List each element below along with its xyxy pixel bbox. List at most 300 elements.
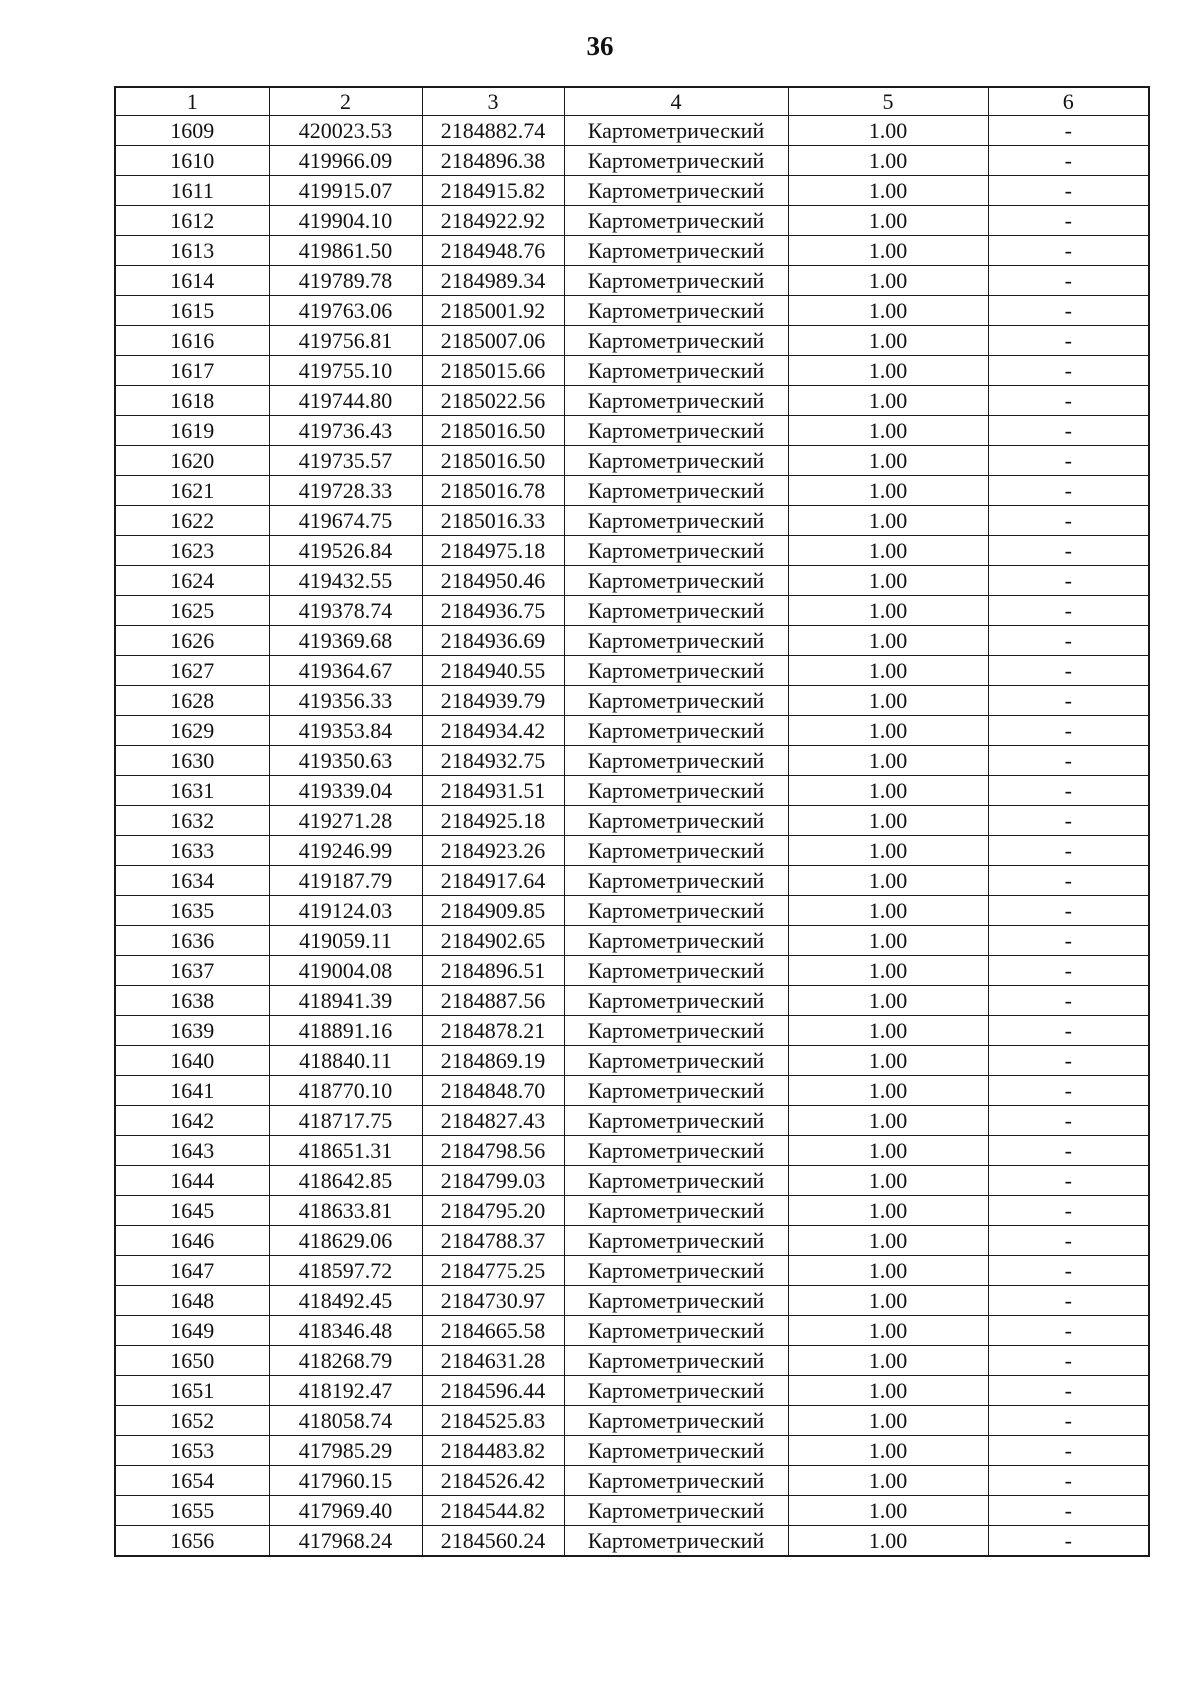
y-coordinate-cell: 2184525.83 — [422, 1406, 564, 1436]
table-row — [115, 506, 1149, 536]
x-coordinate-cell: 418268.79 — [269, 1346, 422, 1376]
method-cell: Картометрический — [564, 1526, 788, 1557]
point-number-cell: 1617 — [115, 356, 269, 386]
point-number-cell: 1641 — [115, 1076, 269, 1106]
method-cell: Картометрический — [564, 1346, 788, 1376]
y-coordinate-cell: 2184975.18 — [422, 536, 564, 566]
accuracy-cell: 1.00 — [788, 116, 988, 146]
y-coordinate-cell: 2184939.79 — [422, 686, 564, 716]
y-coordinate-cell: 2184526.42 — [422, 1466, 564, 1496]
accuracy-cell: 1.00 — [788, 416, 988, 446]
point-number-cell: 1623 — [115, 536, 269, 566]
description-cell: - — [988, 1286, 1149, 1316]
accuracy-cell: 1.00 — [788, 386, 988, 416]
description-cell: - — [988, 536, 1149, 566]
point-number-cell: 1625 — [115, 596, 269, 626]
method-cell: Картометрический — [564, 566, 788, 596]
y-coordinate-cell: 2185016.33 — [422, 506, 564, 536]
point-number-cell: 1645 — [115, 1196, 269, 1226]
x-coordinate-cell: 417985.29 — [269, 1436, 422, 1466]
accuracy-cell: 1.00 — [788, 1406, 988, 1436]
y-coordinate-cell: 2184931.51 — [422, 776, 564, 806]
description-cell: - — [988, 686, 1149, 716]
accuracy-cell: 1.00 — [788, 776, 988, 806]
point-number-cell: 1633 — [115, 836, 269, 866]
accuracy-cell: 1.00 — [788, 1496, 988, 1526]
x-coordinate-cell: 420023.53 — [269, 116, 422, 146]
x-coordinate-cell: 418770.10 — [269, 1076, 422, 1106]
description-cell: - — [988, 1466, 1149, 1496]
x-coordinate-cell: 419763.06 — [269, 296, 422, 326]
description-cell: - — [988, 296, 1149, 326]
description-cell: - — [988, 626, 1149, 656]
point-number-cell: 1613 — [115, 236, 269, 266]
accuracy-cell: 1.00 — [788, 146, 988, 176]
x-coordinate-cell: 418891.16 — [269, 1016, 422, 1046]
description-cell: - — [988, 746, 1149, 776]
y-coordinate-cell: 2185016.50 — [422, 446, 564, 476]
x-coordinate-cell: 418058.74 — [269, 1406, 422, 1436]
x-coordinate-cell: 419674.75 — [269, 506, 422, 536]
method-cell: Картометрический — [564, 716, 788, 746]
point-number-cell: 1648 — [115, 1286, 269, 1316]
table-row — [115, 806, 1149, 836]
header-cell-y-coordinate: 3 — [422, 87, 564, 116]
y-coordinate-cell: 2184882.74 — [422, 116, 564, 146]
x-coordinate-cell: 417969.40 — [269, 1496, 422, 1526]
description-cell: - — [988, 506, 1149, 536]
y-coordinate-cell: 2184950.46 — [422, 566, 564, 596]
accuracy-cell: 1.00 — [788, 596, 988, 626]
table-row — [115, 866, 1149, 896]
accuracy-cell: 1.00 — [788, 566, 988, 596]
x-coordinate-cell: 418717.75 — [269, 1106, 422, 1136]
accuracy-cell: 1.00 — [788, 1466, 988, 1496]
method-cell: Картометрический — [564, 326, 788, 356]
method-cell: Картометрический — [564, 1436, 788, 1466]
x-coordinate-cell: 418492.45 — [269, 1286, 422, 1316]
y-coordinate-cell: 2184934.42 — [422, 716, 564, 746]
x-coordinate-cell: 418642.85 — [269, 1166, 422, 1196]
x-coordinate-cell: 419356.33 — [269, 686, 422, 716]
point-number-cell: 1622 — [115, 506, 269, 536]
description-cell: - — [988, 176, 1149, 206]
description-cell: - — [988, 866, 1149, 896]
x-coordinate-cell: 419966.09 — [269, 146, 422, 176]
accuracy-cell: 1.00 — [788, 746, 988, 776]
x-coordinate-cell: 419353.84 — [269, 716, 422, 746]
description-cell: - — [988, 566, 1149, 596]
description-cell: - — [988, 386, 1149, 416]
y-coordinate-cell: 2185007.06 — [422, 326, 564, 356]
table-row — [115, 1166, 1149, 1196]
table-row — [115, 1106, 1149, 1136]
method-cell: Картометрический — [564, 806, 788, 836]
method-cell: Картометрический — [564, 1256, 788, 1286]
y-coordinate-cell: 2185015.66 — [422, 356, 564, 386]
y-coordinate-cell: 2185022.56 — [422, 386, 564, 416]
point-number-cell: 1611 — [115, 176, 269, 206]
x-coordinate-cell: 419904.10 — [269, 206, 422, 236]
x-coordinate-cell: 419369.68 — [269, 626, 422, 656]
x-coordinate-cell: 419339.04 — [269, 776, 422, 806]
description-cell: - — [988, 1136, 1149, 1166]
method-cell: Картометрический — [564, 1496, 788, 1526]
accuracy-cell: 1.00 — [788, 896, 988, 926]
description-cell: - — [988, 416, 1149, 446]
x-coordinate-cell: 418941.39 — [269, 986, 422, 1016]
y-coordinate-cell: 2184799.03 — [422, 1166, 564, 1196]
y-coordinate-cell: 2184560.24 — [422, 1526, 564, 1557]
y-coordinate-cell: 2184917.64 — [422, 866, 564, 896]
table-row — [115, 476, 1149, 506]
x-coordinate-cell: 418633.81 — [269, 1196, 422, 1226]
x-coordinate-cell: 419059.11 — [269, 926, 422, 956]
x-coordinate-cell: 419735.57 — [269, 446, 422, 476]
method-cell: Картометрический — [564, 446, 788, 476]
y-coordinate-cell: 2184730.97 — [422, 1286, 564, 1316]
x-coordinate-cell: 419789.78 — [269, 266, 422, 296]
y-coordinate-cell: 2184775.25 — [422, 1256, 564, 1286]
point-number-cell: 1643 — [115, 1136, 269, 1166]
table-row — [115, 1316, 1149, 1346]
description-cell: - — [988, 356, 1149, 386]
table-row — [115, 626, 1149, 656]
point-number-cell: 1610 — [115, 146, 269, 176]
accuracy-cell: 1.00 — [788, 1016, 988, 1046]
x-coordinate-cell: 419124.03 — [269, 896, 422, 926]
page-number: 36 — [586, 31, 614, 61]
description-cell: - — [988, 656, 1149, 686]
description-cell: - — [988, 146, 1149, 176]
y-coordinate-cell: 2184665.58 — [422, 1316, 564, 1346]
y-coordinate-cell: 2184940.55 — [422, 656, 564, 686]
y-coordinate-cell: 2184795.20 — [422, 1196, 564, 1226]
method-cell: Картометрический — [564, 1316, 788, 1346]
description-cell: - — [988, 446, 1149, 476]
description-cell: - — [988, 716, 1149, 746]
point-number-cell: 1638 — [115, 986, 269, 1016]
table-row — [115, 146, 1149, 176]
table-row — [115, 656, 1149, 686]
description-cell: - — [988, 926, 1149, 956]
point-number-cell: 1628 — [115, 686, 269, 716]
description-cell: - — [988, 1196, 1149, 1226]
method-cell: Картометрический — [564, 506, 788, 536]
point-number-cell: 1621 — [115, 476, 269, 506]
accuracy-cell: 1.00 — [788, 686, 988, 716]
table-row — [115, 266, 1149, 296]
x-coordinate-cell: 419350.63 — [269, 746, 422, 776]
method-cell: Картометрический — [564, 116, 788, 146]
point-number-cell: 1609 — [115, 116, 269, 146]
x-coordinate-cell: 418597.72 — [269, 1256, 422, 1286]
table-row — [115, 896, 1149, 926]
x-coordinate-cell: 419246.99 — [269, 836, 422, 866]
method-cell: Картометрический — [564, 626, 788, 656]
accuracy-cell: 1.00 — [788, 656, 988, 686]
table-row — [115, 416, 1149, 446]
method-cell: Картометрический — [564, 1136, 788, 1166]
accuracy-cell: 1.00 — [788, 296, 988, 326]
y-coordinate-cell: 2184544.82 — [422, 1496, 564, 1526]
method-cell: Картометрический — [564, 1286, 788, 1316]
point-number-cell: 1636 — [115, 926, 269, 956]
method-cell: Картометрический — [564, 896, 788, 926]
table-row — [115, 1436, 1149, 1466]
coordinates-table — [114, 86, 1150, 1557]
x-coordinate-cell: 419744.80 — [269, 386, 422, 416]
accuracy-cell: 1.00 — [788, 356, 988, 386]
table-row — [115, 716, 1149, 746]
method-cell: Картометрический — [564, 1376, 788, 1406]
table-row — [115, 1526, 1149, 1557]
point-number-cell: 1619 — [115, 416, 269, 446]
x-coordinate-cell: 419526.84 — [269, 536, 422, 566]
y-coordinate-cell: 2184896.51 — [422, 956, 564, 986]
point-number-cell: 1629 — [115, 716, 269, 746]
method-cell: Картометрический — [564, 236, 788, 266]
accuracy-cell: 1.00 — [788, 806, 988, 836]
point-number-cell: 1651 — [115, 1376, 269, 1406]
point-number-cell: 1612 — [115, 206, 269, 236]
y-coordinate-cell: 2185016.50 — [422, 416, 564, 446]
x-coordinate-cell: 419432.55 — [269, 566, 422, 596]
point-number-cell: 1650 — [115, 1346, 269, 1376]
accuracy-cell: 1.00 — [788, 266, 988, 296]
x-coordinate-cell: 419736.43 — [269, 416, 422, 446]
method-cell: Картометрический — [564, 1076, 788, 1106]
accuracy-cell: 1.00 — [788, 236, 988, 266]
point-number-cell: 1632 — [115, 806, 269, 836]
header-cell-x-coordinate: 2 — [269, 87, 422, 116]
accuracy-cell: 1.00 — [788, 446, 988, 476]
header-cell-description: 6 — [988, 87, 1149, 116]
table-row — [115, 1376, 1149, 1406]
table-row — [115, 1406, 1149, 1436]
table-row — [115, 1076, 1149, 1106]
method-cell: Картометрический — [564, 266, 788, 296]
method-cell: Картометрический — [564, 206, 788, 236]
description-cell: - — [988, 1526, 1149, 1557]
y-coordinate-cell: 2184596.44 — [422, 1376, 564, 1406]
x-coordinate-cell: 418840.11 — [269, 1046, 422, 1076]
header-cell-accuracy: 5 — [788, 87, 988, 116]
accuracy-cell: 1.00 — [788, 836, 988, 866]
accuracy-cell: 1.00 — [788, 1196, 988, 1226]
description-cell: - — [988, 1226, 1149, 1256]
table-row — [115, 296, 1149, 326]
point-number-cell: 1634 — [115, 866, 269, 896]
accuracy-cell: 1.00 — [788, 986, 988, 1016]
table-row — [115, 1196, 1149, 1226]
y-coordinate-cell: 2184925.18 — [422, 806, 564, 836]
table-row — [115, 836, 1149, 866]
method-cell: Картометрический — [564, 176, 788, 206]
description-cell: - — [988, 1316, 1149, 1346]
header-cell-point-number: 1 — [115, 87, 269, 116]
method-cell: Картометрический — [564, 776, 788, 806]
x-coordinate-cell: 418629.06 — [269, 1226, 422, 1256]
y-coordinate-cell: 2184915.82 — [422, 176, 564, 206]
description-cell: - — [988, 896, 1149, 926]
point-number-cell: 1627 — [115, 656, 269, 686]
method-cell: Картометрический — [564, 476, 788, 506]
y-coordinate-cell: 2184902.65 — [422, 926, 564, 956]
accuracy-cell: 1.00 — [788, 1436, 988, 1466]
point-number-cell: 1644 — [115, 1166, 269, 1196]
table-row — [115, 1226, 1149, 1256]
table-row — [115, 206, 1149, 236]
method-cell: Картометрический — [564, 746, 788, 776]
method-cell: Картометрический — [564, 1046, 788, 1076]
point-number-cell: 1652 — [115, 1406, 269, 1436]
table-row — [115, 926, 1149, 956]
y-coordinate-cell: 2184878.21 — [422, 1016, 564, 1046]
method-cell: Картометрический — [564, 596, 788, 626]
point-number-cell: 1626 — [115, 626, 269, 656]
y-coordinate-cell: 2184936.75 — [422, 596, 564, 626]
method-cell: Картометрический — [564, 416, 788, 446]
table-row — [115, 1496, 1149, 1526]
point-number-cell: 1653 — [115, 1436, 269, 1466]
point-number-cell: 1647 — [115, 1256, 269, 1286]
table-row — [115, 1256, 1149, 1286]
method-cell: Картометрический — [564, 1196, 788, 1226]
x-coordinate-cell: 418346.48 — [269, 1316, 422, 1346]
table-body — [115, 116, 1149, 1557]
accuracy-cell: 1.00 — [788, 1166, 988, 1196]
x-coordinate-cell: 417968.24 — [269, 1526, 422, 1557]
description-cell: - — [988, 1106, 1149, 1136]
y-coordinate-cell: 2184989.34 — [422, 266, 564, 296]
table-row — [115, 386, 1149, 416]
method-cell: Картометрический — [564, 1226, 788, 1256]
description-cell: - — [988, 206, 1149, 236]
header-cell-method: 4 — [564, 87, 788, 116]
x-coordinate-cell: 419378.74 — [269, 596, 422, 626]
y-coordinate-cell: 2184922.92 — [422, 206, 564, 236]
accuracy-cell: 1.00 — [788, 476, 988, 506]
description-cell: - — [988, 1166, 1149, 1196]
table-row — [115, 686, 1149, 716]
method-cell: Картометрический — [564, 1406, 788, 1436]
description-cell: - — [988, 956, 1149, 986]
y-coordinate-cell: 2184848.70 — [422, 1076, 564, 1106]
method-cell: Картометрический — [564, 386, 788, 416]
point-number-cell: 1655 — [115, 1496, 269, 1526]
table-row — [115, 356, 1149, 386]
description-cell: - — [988, 326, 1149, 356]
description-cell: - — [988, 236, 1149, 266]
table-row — [115, 1136, 1149, 1166]
table-row — [115, 1016, 1149, 1046]
accuracy-cell: 1.00 — [788, 866, 988, 896]
method-cell: Картометрический — [564, 836, 788, 866]
y-coordinate-cell: 2184887.56 — [422, 986, 564, 1016]
table-row — [115, 326, 1149, 356]
point-number-cell: 1616 — [115, 326, 269, 356]
description-cell: - — [988, 596, 1149, 626]
table-row — [115, 986, 1149, 1016]
x-coordinate-cell: 418192.47 — [269, 1376, 422, 1406]
description-cell: - — [988, 1256, 1149, 1286]
method-cell: Картометрический — [564, 866, 788, 896]
description-cell: - — [988, 266, 1149, 296]
accuracy-cell: 1.00 — [788, 1136, 988, 1166]
description-cell: - — [988, 116, 1149, 146]
y-coordinate-cell: 2184896.38 — [422, 146, 564, 176]
x-coordinate-cell: 419861.50 — [269, 236, 422, 266]
x-coordinate-cell: 419271.28 — [269, 806, 422, 836]
description-cell: - — [988, 1046, 1149, 1076]
table-row — [115, 1046, 1149, 1076]
method-cell: Картометрический — [564, 956, 788, 986]
accuracy-cell: 1.00 — [788, 176, 988, 206]
description-cell: - — [988, 1016, 1149, 1046]
header-row — [115, 87, 1149, 116]
method-cell: Картометрический — [564, 1106, 788, 1136]
point-number-cell: 1631 — [115, 776, 269, 806]
method-cell: Картометрический — [564, 1166, 788, 1196]
method-cell: Картометрический — [564, 686, 788, 716]
y-coordinate-cell: 2184948.76 — [422, 236, 564, 266]
description-cell: - — [988, 806, 1149, 836]
x-coordinate-cell: 418651.31 — [269, 1136, 422, 1166]
accuracy-cell: 1.00 — [788, 1046, 988, 1076]
table-row — [115, 1466, 1149, 1496]
method-cell: Картометрический — [564, 356, 788, 386]
description-cell: - — [988, 1076, 1149, 1106]
point-number-cell: 1642 — [115, 1106, 269, 1136]
table-row — [115, 746, 1149, 776]
point-number-cell: 1654 — [115, 1466, 269, 1496]
description-cell: - — [988, 1406, 1149, 1436]
accuracy-cell: 1.00 — [788, 1106, 988, 1136]
method-cell: Картометрический — [564, 986, 788, 1016]
table-row — [115, 1286, 1149, 1316]
x-coordinate-cell: 419728.33 — [269, 476, 422, 506]
method-cell: Картометрический — [564, 536, 788, 566]
table-row — [115, 176, 1149, 206]
x-coordinate-cell: 419756.81 — [269, 326, 422, 356]
y-coordinate-cell: 2184483.82 — [422, 1436, 564, 1466]
point-number-cell: 1639 — [115, 1016, 269, 1046]
method-cell: Картометрический — [564, 656, 788, 686]
accuracy-cell: 1.00 — [788, 1526, 988, 1557]
accuracy-cell: 1.00 — [788, 1226, 988, 1256]
y-coordinate-cell: 2184788.37 — [422, 1226, 564, 1256]
accuracy-cell: 1.00 — [788, 956, 988, 986]
y-coordinate-cell: 2184932.75 — [422, 746, 564, 776]
table-header — [115, 87, 1149, 116]
point-number-cell: 1614 — [115, 266, 269, 296]
point-number-cell: 1649 — [115, 1316, 269, 1346]
accuracy-cell: 1.00 — [788, 1316, 988, 1346]
accuracy-cell: 1.00 — [788, 206, 988, 236]
y-coordinate-cell: 2184909.85 — [422, 896, 564, 926]
point-number-cell: 1624 — [115, 566, 269, 596]
point-number-cell: 1646 — [115, 1226, 269, 1256]
point-number-cell: 1640 — [115, 1046, 269, 1076]
table-row — [115, 536, 1149, 566]
accuracy-cell: 1.00 — [788, 1376, 988, 1406]
table-row — [115, 236, 1149, 266]
point-number-cell: 1637 — [115, 956, 269, 986]
description-cell: - — [988, 836, 1149, 866]
table-row — [115, 776, 1149, 806]
accuracy-cell: 1.00 — [788, 716, 988, 746]
